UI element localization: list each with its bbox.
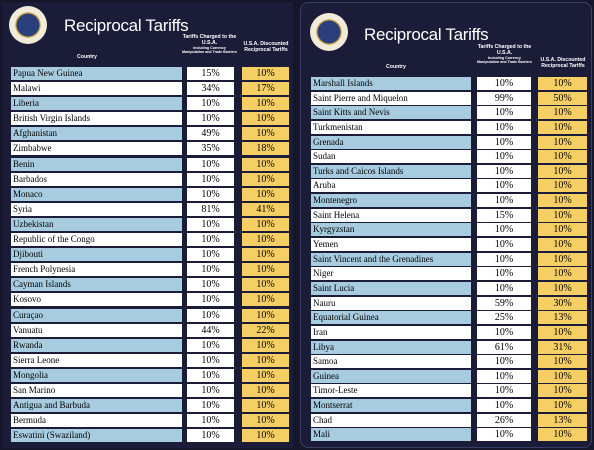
reciprocal-tariff-cell: 10% bbox=[242, 354, 289, 367]
reciprocal-tariff-cell: 10% bbox=[538, 209, 587, 222]
tariff-charged-cell: 49% bbox=[187, 127, 234, 140]
tariff-charged-cell: 10% bbox=[187, 429, 234, 442]
country-cell: Barbados bbox=[11, 173, 182, 186]
tariff-charged-cell: 26% bbox=[477, 414, 531, 427]
reciprocal-tariff-cell: 10% bbox=[242, 369, 289, 382]
header-country: Country bbox=[77, 54, 97, 60]
reciprocal-tariff-cell: 10% bbox=[242, 293, 289, 306]
tariff-charged-cell: 10% bbox=[477, 179, 531, 192]
tariff-charged-cell: 10% bbox=[477, 223, 531, 236]
reciprocal-tariff-cell: 10% bbox=[242, 278, 289, 291]
tariff-charged-cell: 15% bbox=[187, 67, 234, 80]
reciprocal-tariff-cell: 10% bbox=[242, 218, 289, 231]
reciprocal-tariff-cell: 41% bbox=[242, 203, 289, 216]
country-cell: Niger bbox=[311, 267, 471, 280]
tariff-charged-cell: 10% bbox=[477, 428, 531, 441]
reciprocal-tariff-cell: 10% bbox=[242, 429, 289, 442]
tariff-charged-cell: 10% bbox=[477, 253, 531, 266]
reciprocal-tariff-cell: 10% bbox=[242, 414, 289, 427]
country-cell: Saint Kitts and Nevis bbox=[311, 106, 471, 119]
header-charged-sublabel: Including Currency Manipulation and Trade Barriers bbox=[182, 46, 237, 55]
country-cell: Kyrgyzstan bbox=[311, 223, 471, 236]
country-cell: Uzbekistan bbox=[11, 218, 182, 231]
country-cell: Vanuatu bbox=[11, 324, 182, 337]
country-cell: Eswatini (Swaziland) bbox=[11, 429, 182, 442]
tariff-charged-cell: 10% bbox=[477, 150, 531, 163]
tariff-charged-cell: 10% bbox=[187, 354, 234, 367]
country-cell: Nauru bbox=[311, 297, 471, 310]
tariff-charged-cell: 35% bbox=[187, 142, 234, 155]
country-cell: Turkmenistan bbox=[311, 121, 471, 134]
country-cell: Malawi bbox=[11, 82, 182, 95]
header-tariffs-charged bbox=[182, 34, 237, 54]
country-cell: Antigua and Barbuda bbox=[11, 399, 182, 412]
tariff-charged-cell: 81% bbox=[187, 203, 234, 216]
country-cell: Mongolia bbox=[11, 369, 182, 382]
tariff-charged-cell: 10% bbox=[187, 293, 234, 306]
tariff-charged-cell: 10% bbox=[477, 136, 531, 149]
country-cell: Djibouti bbox=[11, 248, 182, 261]
reciprocal-tariff-cell: 10% bbox=[538, 194, 587, 207]
reciprocal-tariff-cell: 31% bbox=[538, 341, 587, 354]
reciprocal-tariff-cell: 10% bbox=[242, 263, 289, 276]
tariff-charged-cell: 99% bbox=[477, 92, 531, 105]
page-title: Reciprocal Tariffs bbox=[364, 25, 489, 44]
tariff-charged-cell: 10% bbox=[187, 414, 234, 427]
reciprocal-tariff-cell: 10% bbox=[242, 173, 289, 186]
reciprocal-tariff-cell: 10% bbox=[538, 165, 587, 178]
tariff-charged-cell: 10% bbox=[477, 194, 531, 207]
reciprocal-tariff-cell: 10% bbox=[538, 267, 587, 280]
country-cell: Rwanda bbox=[11, 339, 182, 352]
country-cell: Curaçao bbox=[11, 309, 182, 322]
tariff-charged-cell: 59% bbox=[477, 297, 531, 310]
country-cell: Chad bbox=[311, 414, 471, 427]
reciprocal-tariff-cell: 30% bbox=[538, 297, 587, 310]
reciprocal-tariff-cell: 10% bbox=[242, 158, 289, 171]
reciprocal-tariff-cell: 10% bbox=[538, 370, 587, 383]
country-cell: Montserrat bbox=[311, 399, 471, 412]
tariff-charged-cell: 10% bbox=[187, 97, 234, 110]
header-charged-sublabel: Including Currency Manipulation and Trade Barriers bbox=[477, 56, 532, 65]
reciprocal-tariff-cell: 10% bbox=[242, 309, 289, 322]
country-cell: British Virgin Islands bbox=[11, 112, 182, 125]
reciprocal-tariff-cell: 13% bbox=[538, 311, 587, 324]
reciprocal-tariff-cell: 10% bbox=[242, 112, 289, 125]
country-cell: Grenada bbox=[311, 136, 471, 149]
country-cell: Liberia bbox=[11, 97, 182, 110]
reciprocal-tariff-cell: 10% bbox=[538, 355, 587, 368]
tariff-charged-cell: 10% bbox=[187, 399, 234, 412]
reciprocal-tariff-cell: 10% bbox=[242, 188, 289, 201]
reciprocal-tariff-cell: 10% bbox=[538, 121, 587, 134]
tariff-charged-cell: 10% bbox=[477, 106, 531, 119]
tariff-charged-cell: 10% bbox=[187, 218, 234, 231]
reciprocal-tariff-cell: 10% bbox=[242, 339, 289, 352]
reciprocal-tariff-cell: 10% bbox=[242, 248, 289, 261]
reciprocal-tariff-cell: 10% bbox=[538, 253, 587, 266]
country-cell: Guinea bbox=[311, 370, 471, 383]
country-cell: Mali bbox=[311, 428, 471, 441]
tariff-charged-cell: 34% bbox=[187, 82, 234, 95]
country-cell: Cayman Islands bbox=[11, 278, 182, 291]
tariff-charged-cell: 10% bbox=[477, 326, 531, 339]
country-cell: Montenegro bbox=[311, 194, 471, 207]
reciprocal-tariff-cell: 10% bbox=[538, 326, 587, 339]
reciprocal-tariff-cell: 18% bbox=[242, 142, 289, 155]
tariff-charged-cell: 10% bbox=[187, 384, 234, 397]
tariff-charged-cell: 44% bbox=[187, 324, 234, 337]
country-cell: Samoa bbox=[311, 355, 471, 368]
tariff-charged-cell: 10% bbox=[187, 112, 234, 125]
header-tariffs-charged bbox=[477, 44, 532, 64]
tariff-charged-cell: 10% bbox=[187, 263, 234, 276]
page-title: Reciprocal Tariffs bbox=[64, 16, 189, 35]
country-cell: Monaco bbox=[11, 188, 182, 201]
country-cell: Afghanistan bbox=[11, 127, 182, 140]
tariff-charged-cell: 10% bbox=[477, 355, 531, 368]
tariff-charged-cell: 10% bbox=[477, 384, 531, 397]
reciprocal-tariff-cell: 10% bbox=[242, 67, 289, 80]
country-cell: Saint Lucia bbox=[311, 282, 471, 295]
tariff-charged-cell: 10% bbox=[187, 158, 234, 171]
reciprocal-tariff-cell: 10% bbox=[242, 399, 289, 412]
tariff-charged-cell: 10% bbox=[187, 188, 234, 201]
country-cell: Kosovo bbox=[11, 293, 182, 306]
reciprocal-tariff-cell: 10% bbox=[538, 136, 587, 149]
reciprocal-tariff-cell: 50% bbox=[538, 92, 587, 105]
country-cell: Timor-Leste bbox=[311, 384, 471, 397]
reciprocal-tariff-cell: 10% bbox=[538, 384, 587, 397]
reciprocal-tariff-cell: 17% bbox=[242, 82, 289, 95]
country-cell: Republic of the Congo bbox=[11, 233, 182, 246]
tariff-charged-cell: 25% bbox=[477, 311, 531, 324]
tariff-charged-cell: 10% bbox=[477, 238, 531, 251]
country-cell: Marshall Islands bbox=[311, 77, 471, 90]
right-tariff-panel bbox=[300, 2, 592, 448]
header-reciprocal-tariffs: U.S.A. Discounted Reciprocal Tariffs bbox=[243, 41, 289, 53]
tariff-charged-cell: 10% bbox=[187, 339, 234, 352]
reciprocal-tariff-cell: 10% bbox=[538, 179, 587, 192]
header-reciprocal-tariffs: U.S.A. Discounted Reciprocal Tariffs bbox=[540, 57, 586, 69]
country-cell: Saint Vincent and the Grenadines bbox=[311, 253, 471, 266]
reciprocal-tariff-cell: 10% bbox=[538, 399, 587, 412]
reciprocal-tariff-cell: 10% bbox=[242, 233, 289, 246]
tariff-charged-cell: 10% bbox=[477, 121, 531, 134]
presidential-seal-icon bbox=[9, 6, 47, 44]
country-cell: Benin bbox=[11, 158, 182, 171]
country-cell: Sudan bbox=[311, 150, 471, 163]
country-cell: Syria bbox=[11, 203, 182, 216]
reciprocal-tariff-cell: 10% bbox=[242, 384, 289, 397]
reciprocal-tariff-cell: 10% bbox=[538, 223, 587, 236]
presidential-seal-icon bbox=[310, 13, 348, 51]
tariff-charged-cell: 10% bbox=[187, 248, 234, 261]
reciprocal-tariff-cell: 10% bbox=[242, 97, 289, 110]
tariff-charged-cell: 10% bbox=[187, 278, 234, 291]
country-cell: Bermuda bbox=[11, 414, 182, 427]
reciprocal-tariff-cell: 10% bbox=[538, 106, 587, 119]
country-cell: Sierra Leone bbox=[11, 354, 182, 367]
country-cell: Papua New Guinea bbox=[11, 67, 182, 80]
reciprocal-tariff-cell: 10% bbox=[538, 77, 587, 90]
country-cell: Iran bbox=[311, 326, 471, 339]
country-cell: French Polynesia bbox=[11, 263, 182, 276]
tariff-charged-cell: 10% bbox=[477, 282, 531, 295]
country-cell: Yemen bbox=[311, 238, 471, 251]
tariff-charged-cell: 10% bbox=[477, 77, 531, 90]
reciprocal-tariff-cell: 10% bbox=[538, 238, 587, 251]
country-cell: Libya bbox=[311, 341, 471, 354]
tariff-charged-cell: 15% bbox=[477, 209, 531, 222]
tariff-charged-cell: 10% bbox=[187, 369, 234, 382]
header-charged-label: Tariffs Charged to the U.S.A. bbox=[182, 34, 237, 46]
country-cell: Saint Helena bbox=[311, 209, 471, 222]
left-tariff-panel bbox=[2, 2, 293, 448]
reciprocal-tariff-cell: 10% bbox=[538, 150, 587, 163]
country-cell: Saint Pierre and Miquelon bbox=[311, 92, 471, 105]
country-cell: Aruba bbox=[311, 179, 471, 192]
panel-header bbox=[301, 3, 591, 70]
country-cell: Turks and Caicos Islands bbox=[311, 165, 471, 178]
panel-header bbox=[2, 2, 293, 66]
reciprocal-tariff-cell: 10% bbox=[538, 282, 587, 295]
tariff-charged-cell: 10% bbox=[477, 370, 531, 383]
tariff-charged-cell: 10% bbox=[477, 399, 531, 412]
tariff-charged-cell: 10% bbox=[477, 165, 531, 178]
reciprocal-tariff-cell: 10% bbox=[538, 428, 587, 441]
tariff-charged-cell: 61% bbox=[477, 341, 531, 354]
country-cell: Equatorial Guinea bbox=[311, 311, 471, 324]
tariff-charged-cell: 10% bbox=[187, 233, 234, 246]
tariff-charged-cell: 10% bbox=[187, 309, 234, 322]
reciprocal-tariff-cell: 13% bbox=[538, 414, 587, 427]
tariff-charged-cell: 10% bbox=[187, 173, 234, 186]
country-cell: Zimbabwe bbox=[11, 142, 182, 155]
reciprocal-tariff-cell: 22% bbox=[242, 324, 289, 337]
tariff-charged-cell: 10% bbox=[477, 267, 531, 280]
reciprocal-tariff-cell: 10% bbox=[242, 127, 289, 140]
header-charged-label: Tariffs Charged to the U.S.A. bbox=[477, 44, 532, 56]
country-cell: San Marino bbox=[11, 384, 182, 397]
header-country: Country bbox=[386, 64, 406, 70]
